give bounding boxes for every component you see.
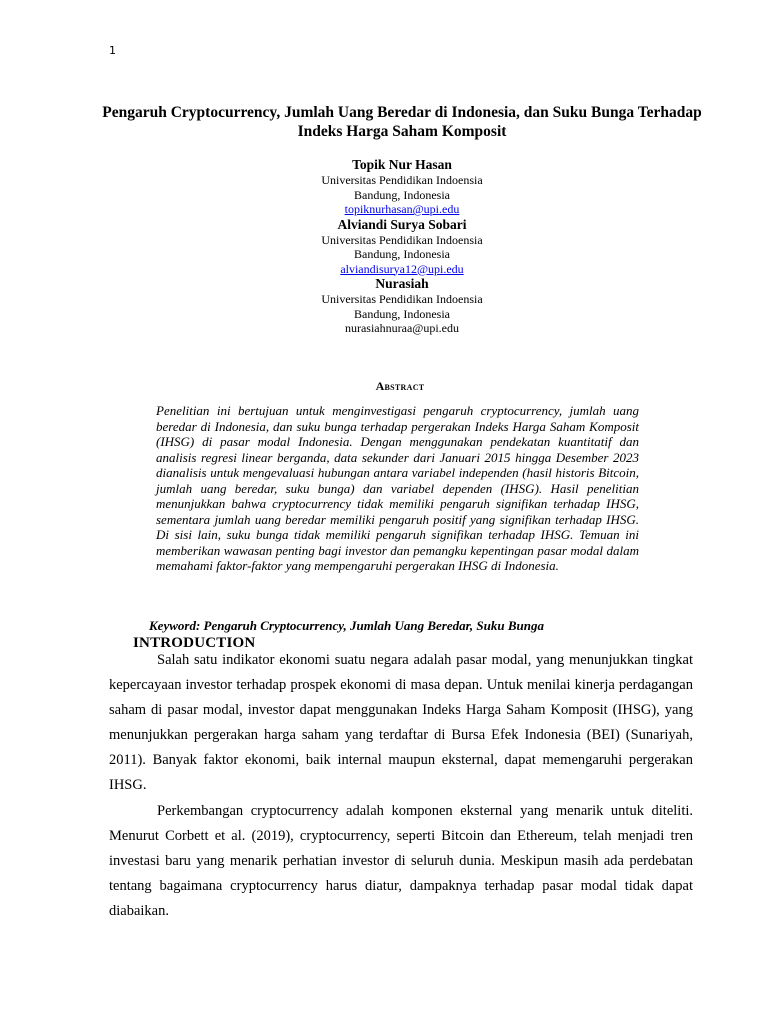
introduction-body: [109, 648, 693, 924]
author-affiliation: Universitas Pendidikan Indoensia: [321, 292, 483, 306]
author-name: Nurasiah: [375, 276, 429, 291]
author-city: Bandung, Indonesia: [354, 306, 450, 321]
section-heading-introduction: INTRODUCTION: [133, 635, 256, 651]
paper-title: Pengaruh Cryptocurrency, Jumlah Uang Beredar di Indonesia, dan Suku Bunga Terhadap Indeks Harga Saham Komposit: [102, 104, 702, 140]
paragraph: Perkembangan cryptocurrency adalah komponen eksternal yang menarik untuk diteliti. Menurut Corbett et al. (2019), cryptocurrency, seperti Bitcoin dan Ethereum, telah menjadi tren investasi baru yang menarik perhatian investor di seluruh dunia. Meskipun masih ada perdebatan tentang bagaimana cryptocurrency harus diatur, dampaknya terhadap pasar modal tidak dapat diabaikan.: [109, 803, 693, 919]
author-name: Alviandi Surya Sobari: [337, 216, 467, 232]
author-email-link[interactable]: alviandisurya12@upi.edu: [340, 261, 464, 276]
author-affiliation: Universitas Pendidikan Indoensia: [321, 232, 483, 247]
author-1: [200, 157, 604, 217]
author-2: [200, 217, 604, 277]
author-city: Bandung, Indonesia: [354, 187, 450, 202]
page-number: 1: [109, 44, 116, 57]
paragraph: Salah satu indikator ekonomi suatu negara adalah pasar modal, yang menunjukkan tingkat kepercayaan investor terhadap prospek ekonomi di masa depan. Untuk menilai kinerja perdagangan saham di pasar modal, investor dapat menggunakan Indeks Harga Saham Komposit (IHSG), yang menunjukkan pergerakan harga saham yang terdaftar di Bursa Efek Indonesia (BEI) (Sunariyah, 2011). Banyak faktor ekonomi, baik internal maupun eksternal, dapat memengaruhi pergerakan IHSG.: [109, 652, 693, 793]
author-email: nurasiahnuraa@upi.edu: [344, 321, 459, 335]
abstract-heading: Abstract: [375, 379, 425, 393]
author-block: [200, 157, 604, 336]
author-email-link[interactable]: topiknurhasan@upi.edu: [344, 202, 460, 216]
author-name: Topik Nur Hasan: [352, 157, 452, 172]
keywords: Keyword: Pengaruh Cryptocurrency, Jumlah Uang Beredar, Suku Bunga: [149, 618, 545, 633]
author-3: [200, 276, 604, 336]
author-city: Bandung, Indonesia: [354, 247, 450, 261]
author-affiliation: Universitas Pendidikan Indoensia: [321, 173, 483, 187]
abstract-text: Penelitian ini bertujuan untuk menginvestigasi pengaruh cryptocurrency, jumlah uang beredar di Indonesia, dan suku bunga terhadap pergerakan Indeks Harga Saham Komposit (IHSG) di pasar modal Indonesia. Dengan menggunakan pendekatan kuantitatif dan analisis regresi linear berganda, data sekunder dari Januari 2015 hingga Desember 2023 dianalisis untuk mengevaluasi hubungan antara variabel independen (hasil historis Bitcoin, jumlah uang beredar, suku bunga) dan variabel dependen (IHSG). Hasil penelitian menunjukkan bahwa cryptocurrency tidak memiliki pengaruh signifikan terhadap IHSG, sementara jumlah uang beredar memiliki pengaruh positif yang signifikan terhadap IHSG. Di sisi lain, suku bunga tidak memiliki pengaruh signifikan terhadap IHSG. Temuan ini memberikan wawasan penting bagi investor dan pemangku kepentingan pasar modal dalam memahami faktor-faktor yang mempengaruhi pergerakan IHSG di Indonesia.: [156, 403, 639, 573]
